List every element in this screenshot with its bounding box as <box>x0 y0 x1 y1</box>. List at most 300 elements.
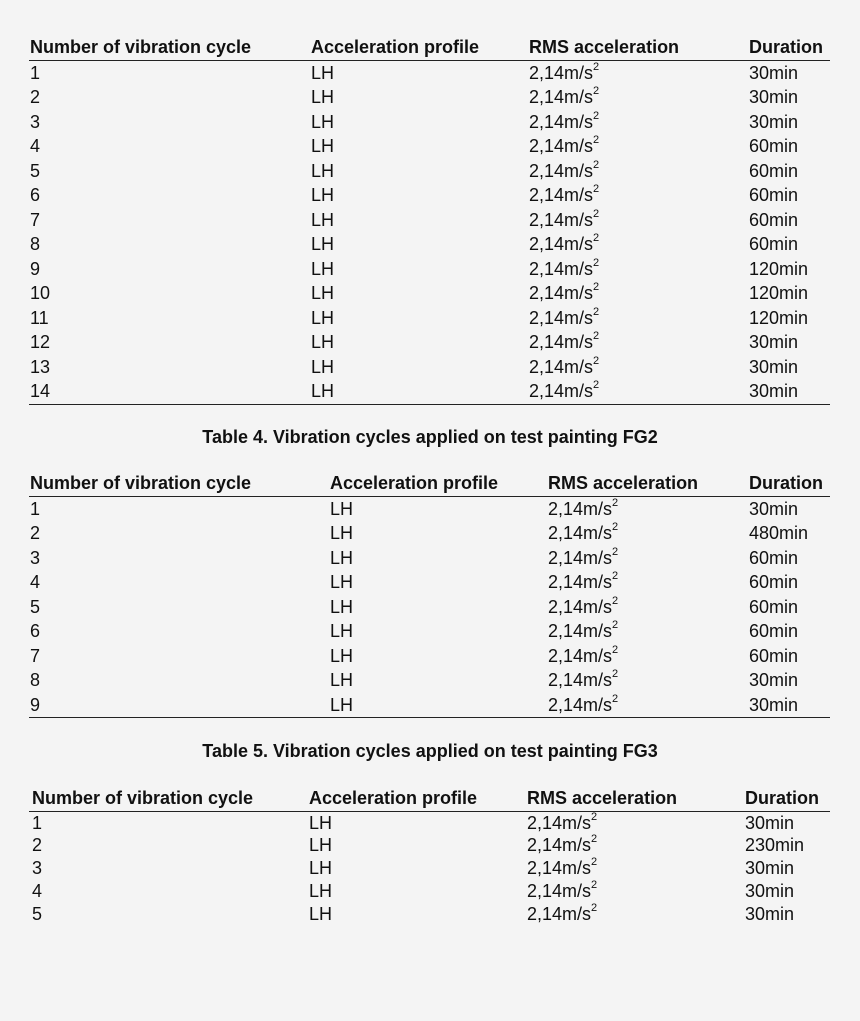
header-rms-acceleration: RMS acceleration <box>527 788 678 808</box>
cell-value: 230min <box>745 835 805 856</box>
cell-value: 30min <box>749 670 799 690</box>
header-rms-acceleration: RMS acceleration <box>529 37 680 57</box>
cell-value: 4 <box>32 880 43 901</box>
rms-acceleration-cell <box>529 232 599 257</box>
cell-value: LH <box>311 381 335 401</box>
cycle-number-cell <box>30 281 50 306</box>
acceleration-profile-cell <box>311 306 334 331</box>
cycle-number-cell <box>30 570 40 595</box>
rms-acceleration-cell <box>548 570 618 595</box>
duration-cell <box>749 232 798 257</box>
cycle-number-cell <box>30 619 40 644</box>
cycle-number-cell <box>30 85 40 110</box>
duration-cell <box>745 903 794 926</box>
cycle-number-cell <box>30 355 50 380</box>
cell-value: 120min <box>749 283 809 303</box>
cycle-number-cell <box>30 134 40 159</box>
cell-value: LH <box>330 694 354 715</box>
acceleration-profile-cell <box>330 521 353 546</box>
cell-value: 120min <box>749 307 809 328</box>
cycle-number-cell <box>32 880 42 903</box>
header-acceleration-profile: Acceleration profile <box>311 37 480 57</box>
cell-value: 2,14m/s <box>548 596 613 617</box>
cell-value: 2,14m/s <box>529 332 594 352</box>
cell-value: 2,14m/s <box>529 209 594 230</box>
duration-cell <box>749 61 798 86</box>
acceleration-profile-cell <box>311 330 334 355</box>
cell-value: 7 <box>30 645 41 666</box>
duration-cell <box>749 183 798 208</box>
cell-value: 120min <box>749 258 809 279</box>
unit-exponent: 2 <box>612 643 619 656</box>
duration-cell <box>749 208 798 233</box>
duration-cell <box>749 693 798 718</box>
duration-cell <box>745 812 794 835</box>
rms-acceleration-cell <box>529 61 599 86</box>
rms-acceleration-cell <box>527 834 597 857</box>
cell-value: 2,14m/s <box>529 136 594 156</box>
cell-value: 3 <box>32 858 43 879</box>
acceleration-profile-cell <box>311 85 334 110</box>
cell-value: LH <box>309 858 333 879</box>
cell-value: LH <box>311 332 335 352</box>
unit-exponent: 2 <box>593 256 600 269</box>
table-5-fg3-vibration-cycles <box>29 786 830 925</box>
cell-value: 12 <box>30 332 51 352</box>
acceleration-profile-cell <box>311 379 334 404</box>
duration-cell <box>749 546 798 571</box>
duration-cell <box>749 281 808 306</box>
cell-value: 6 <box>30 185 41 205</box>
cell-value: LH <box>311 258 335 279</box>
cell-value: 2,14m/s <box>548 670 613 690</box>
cycle-number-cell <box>30 497 40 522</box>
unit-exponent: 2 <box>593 281 600 293</box>
cell-value: 30min <box>749 356 799 377</box>
table-row <box>29 85 830 110</box>
cell-value: 7 <box>30 209 41 230</box>
duration-cell <box>749 570 798 595</box>
cycle-number-cell <box>32 857 42 880</box>
acceleration-profile-cell <box>311 110 334 135</box>
unit-exponent: 2 <box>593 232 600 244</box>
cell-value: 1 <box>30 498 41 519</box>
acceleration-profile-cell <box>330 546 353 571</box>
table-row <box>29 619 830 644</box>
table-row <box>29 668 830 693</box>
cell-value: 8 <box>30 670 41 690</box>
cell-value: 2,14m/s <box>527 903 592 924</box>
table-row <box>29 595 830 620</box>
cell-value: 2,14m/s <box>548 621 613 641</box>
cell-value: LH <box>311 62 335 83</box>
duration-cell <box>749 134 798 159</box>
rms-acceleration-cell <box>529 134 599 159</box>
duration-cell <box>749 379 798 404</box>
unit-exponent: 2 <box>593 305 600 318</box>
table-row <box>29 644 830 669</box>
table-row <box>29 355 830 380</box>
unit-exponent: 2 <box>591 810 598 823</box>
cell-value: 14 <box>30 381 51 401</box>
acceleration-profile-cell <box>309 857 332 880</box>
cell-value: 2,14m/s <box>548 547 613 568</box>
rms-acceleration-cell <box>548 693 618 718</box>
table-header-row <box>29 471 830 496</box>
cycle-number-cell <box>30 330 50 355</box>
rms-acceleration-cell <box>548 644 618 669</box>
table-row <box>29 880 830 903</box>
cycle-number-cell <box>30 693 40 718</box>
rms-acceleration-cell <box>548 497 618 522</box>
cell-value: LH <box>311 87 335 107</box>
cell-value: LH <box>309 835 333 856</box>
acceleration-profile-cell <box>309 812 332 835</box>
cell-value: 60min <box>749 621 799 641</box>
cell-value: LH <box>311 356 335 377</box>
cycle-number-cell <box>30 644 40 669</box>
rms-acceleration-cell <box>548 595 618 620</box>
cell-value: 60min <box>749 234 799 254</box>
cell-value: 2,14m/s <box>548 572 613 592</box>
cell-value: 30min <box>745 880 795 901</box>
table-row <box>29 110 830 135</box>
rms-acceleration-cell <box>548 619 618 644</box>
table-row <box>29 330 830 355</box>
unit-exponent: 2 <box>593 207 600 220</box>
unit-exponent: 2 <box>591 833 598 846</box>
cell-value: LH <box>311 160 335 181</box>
duration-cell <box>749 644 798 669</box>
rms-acceleration-cell <box>548 668 618 693</box>
cell-value: 30min <box>749 694 799 715</box>
table-row <box>29 379 830 404</box>
table-4-fg2-vibration-cycles <box>29 471 830 718</box>
cell-value: LH <box>330 547 354 568</box>
unit-exponent: 2 <box>593 330 600 342</box>
unit-exponent: 2 <box>612 521 619 533</box>
cycle-number-cell <box>30 595 40 620</box>
unit-exponent: 2 <box>612 619 619 631</box>
cell-value: 30min <box>749 111 799 132</box>
cell-value: LH <box>330 498 354 519</box>
cycle-number-cell <box>30 668 40 693</box>
table-bottom-rule <box>29 717 830 718</box>
rms-acceleration-cell <box>529 110 599 135</box>
cell-value: 30min <box>749 332 799 352</box>
cell-value: 60min <box>749 160 799 181</box>
table-header-row <box>29 35 830 60</box>
cycle-number-cell <box>30 257 40 282</box>
cell-value: LH <box>330 572 354 592</box>
cell-value: LH <box>330 621 354 641</box>
cycle-number-cell <box>32 903 42 926</box>
cell-value: 2,14m/s <box>529 160 594 181</box>
cell-value: 3 <box>30 111 41 132</box>
cell-value: LH <box>309 903 333 924</box>
table-4-caption: Table 4. Vibration cycles applied on test painting FG2 <box>202 427 658 447</box>
cell-value: 2,14m/s <box>548 498 613 519</box>
unit-exponent: 2 <box>593 109 600 122</box>
table-header-row <box>29 786 830 811</box>
acceleration-profile-cell <box>311 232 334 257</box>
cell-value: LH <box>309 812 333 833</box>
cell-value: LH <box>311 111 335 132</box>
unit-exponent: 2 <box>612 496 619 509</box>
unit-exponent: 2 <box>593 158 600 171</box>
cell-value: 30min <box>745 858 795 879</box>
duration-cell <box>749 595 798 620</box>
acceleration-profile-cell <box>330 619 353 644</box>
cell-value: 10 <box>30 283 51 303</box>
cell-value: 4 <box>30 136 41 156</box>
cell-value: 5 <box>30 596 41 617</box>
cell-value: 2,14m/s <box>529 258 594 279</box>
cell-value: 60min <box>749 572 799 592</box>
cycle-number-cell <box>30 546 40 571</box>
cell-value: 60min <box>749 596 799 617</box>
rms-acceleration-cell <box>548 521 618 546</box>
table-row <box>29 159 830 184</box>
acceleration-profile-cell <box>311 281 334 306</box>
rms-acceleration-cell <box>548 546 618 571</box>
unit-exponent: 2 <box>591 856 598 869</box>
table-row <box>29 281 830 306</box>
acceleration-profile-cell <box>330 497 353 522</box>
cell-value: 2,14m/s <box>548 694 613 715</box>
acceleration-profile-cell <box>311 61 334 86</box>
unit-exponent: 2 <box>612 668 619 680</box>
cell-value: 9 <box>30 258 41 279</box>
cell-value: 2 <box>32 835 43 856</box>
duration-cell <box>749 668 798 693</box>
unit-exponent: 2 <box>591 901 598 914</box>
acceleration-profile-cell <box>311 257 334 282</box>
unit-exponent: 2 <box>612 594 619 607</box>
cell-value: 480min <box>749 523 809 543</box>
table-row <box>29 497 830 522</box>
cell-value: 60min <box>749 547 799 568</box>
acceleration-profile-cell <box>309 903 332 926</box>
duration-cell <box>749 355 798 380</box>
header-duration: Duration <box>749 37 823 57</box>
cell-value: 2,14m/s <box>527 880 592 901</box>
rms-acceleration-cell <box>527 857 597 880</box>
table-bottom-rule <box>29 404 830 405</box>
cell-value: 11 <box>30 307 49 328</box>
table-row <box>29 183 830 208</box>
header-duration: Duration <box>749 473 823 493</box>
rms-acceleration-cell <box>529 379 599 404</box>
table-row <box>29 257 830 282</box>
cell-value: 30min <box>749 62 799 83</box>
cycle-number-cell <box>30 61 40 86</box>
duration-cell <box>745 857 794 880</box>
duration-cell <box>749 159 798 184</box>
duration-cell <box>745 834 804 857</box>
table-row <box>29 61 830 86</box>
cycle-number-cell <box>30 306 49 331</box>
cell-value: 2,14m/s <box>529 111 594 132</box>
cycle-number-cell <box>30 208 40 233</box>
header-acceleration-profile: Acceleration profile <box>309 788 478 808</box>
duration-cell <box>749 497 798 522</box>
cell-value: LH <box>330 523 354 543</box>
cell-value: 2,14m/s <box>529 283 594 303</box>
unit-exponent: 2 <box>612 692 619 705</box>
header-cycle-number: Number of vibration cycle <box>30 473 252 493</box>
cell-value: 30min <box>745 812 795 833</box>
acceleration-profile-cell <box>330 693 353 718</box>
rms-acceleration-cell <box>529 208 599 233</box>
acceleration-profile-cell <box>311 134 334 159</box>
cell-value: 30min <box>749 498 799 519</box>
table-row <box>29 232 830 257</box>
cell-value: 1 <box>30 62 41 83</box>
rms-acceleration-cell <box>529 183 599 208</box>
cell-value: 9 <box>30 694 41 715</box>
cell-value: 2,14m/s <box>529 234 594 254</box>
table-row <box>29 306 830 331</box>
unit-exponent: 2 <box>593 134 600 146</box>
table-row <box>29 857 830 880</box>
table-row <box>29 134 830 159</box>
cell-value: LH <box>311 234 335 254</box>
cell-value: LH <box>311 185 335 205</box>
cell-value: LH <box>309 880 333 901</box>
unit-exponent: 2 <box>593 60 600 73</box>
rms-acceleration-cell <box>529 159 599 184</box>
cell-value: 2,14m/s <box>529 356 594 377</box>
cell-value: 3 <box>30 547 41 568</box>
unit-exponent: 2 <box>593 354 600 367</box>
cell-value: LH <box>330 596 354 617</box>
unit-exponent: 2 <box>612 570 619 582</box>
duration-cell <box>749 330 798 355</box>
cycle-number-cell <box>30 379 50 404</box>
cell-value: LH <box>311 307 335 328</box>
unit-exponent: 2 <box>593 183 600 195</box>
acceleration-profile-cell <box>330 570 353 595</box>
cell-value: 2,14m/s <box>527 812 592 833</box>
cell-value: 2,14m/s <box>529 381 594 401</box>
cell-value: 5 <box>30 160 41 181</box>
cell-value: 6 <box>30 621 41 641</box>
cell-value: 2 <box>30 87 41 107</box>
cycle-number-cell <box>32 812 42 835</box>
cell-value: 2,14m/s <box>527 835 592 856</box>
cell-value: 30min <box>749 381 799 401</box>
cell-value: 2,14m/s <box>548 523 613 543</box>
cell-value: 30min <box>745 903 795 924</box>
cell-value: LH <box>330 645 354 666</box>
cell-value: 13 <box>30 356 51 377</box>
unit-exponent: 2 <box>612 545 619 558</box>
cell-value: 2 <box>30 523 41 543</box>
table-row <box>29 834 830 857</box>
rms-acceleration-cell <box>529 85 599 110</box>
acceleration-profile-cell <box>309 834 332 857</box>
cell-value: 30min <box>749 87 799 107</box>
cell-value: 5 <box>32 903 43 924</box>
rms-acceleration-cell <box>527 812 597 835</box>
table-row <box>29 208 830 233</box>
duration-cell <box>749 110 798 135</box>
cycle-number-cell <box>30 521 40 546</box>
cell-value: LH <box>330 670 354 690</box>
table-row <box>29 693 830 718</box>
cycle-number-cell <box>30 183 40 208</box>
table-5-caption: Table 5. Vibration cycles applied on test painting FG3 <box>202 741 658 761</box>
cell-value: 2,14m/s <box>527 858 592 879</box>
cell-value: 60min <box>749 136 799 156</box>
acceleration-profile-cell <box>311 208 334 233</box>
acceleration-profile-cell <box>330 668 353 693</box>
acceleration-profile-cell <box>309 880 332 903</box>
cell-value: 4 <box>30 572 41 592</box>
cell-value: 1 <box>32 812 43 833</box>
duration-cell <box>749 619 798 644</box>
rms-acceleration-cell <box>529 281 599 306</box>
acceleration-profile-cell <box>330 644 353 669</box>
cell-value: 2,14m/s <box>529 185 594 205</box>
cell-value: LH <box>311 136 335 156</box>
duration-cell <box>749 257 808 282</box>
cell-value: 60min <box>749 645 799 666</box>
duration-cell <box>749 85 798 110</box>
rms-acceleration-cell <box>529 306 599 331</box>
duration-cell <box>745 880 794 903</box>
table-row <box>29 570 830 595</box>
cell-value: LH <box>311 209 335 230</box>
table-row <box>29 903 830 926</box>
cell-value: 2,14m/s <box>529 87 594 107</box>
cell-value: LH <box>311 283 335 303</box>
table-row <box>29 546 830 571</box>
cell-value: 8 <box>30 234 41 254</box>
table-row <box>29 521 830 546</box>
cycle-number-cell <box>30 159 40 184</box>
rms-acceleration-cell <box>529 257 599 282</box>
unit-exponent: 2 <box>593 85 600 97</box>
rms-acceleration-cell <box>527 880 597 903</box>
table-row <box>29 812 830 835</box>
duration-cell <box>749 306 808 331</box>
unit-exponent: 2 <box>591 878 598 891</box>
header-duration: Duration <box>745 788 819 808</box>
header-rms-acceleration: RMS acceleration <box>548 473 699 493</box>
acceleration-profile-cell <box>311 355 334 380</box>
header-cycle-number: Number of vibration cycle <box>30 37 252 57</box>
acceleration-profile-cell <box>311 159 334 184</box>
header-acceleration-profile: Acceleration profile <box>330 473 499 493</box>
cell-value: 2,14m/s <box>529 307 594 328</box>
rms-acceleration-cell <box>529 355 599 380</box>
cell-value: 60min <box>749 209 799 230</box>
cell-value: 2,14m/s <box>548 645 613 666</box>
cycle-number-cell <box>32 834 42 857</box>
unit-exponent: 2 <box>593 379 600 391</box>
duration-cell <box>749 521 808 546</box>
header-cycle-number: Number of vibration cycle <box>32 788 254 808</box>
cell-value: 60min <box>749 185 799 205</box>
cycle-number-cell <box>30 110 40 135</box>
acceleration-profile-cell <box>330 595 353 620</box>
rms-acceleration-cell <box>529 330 599 355</box>
acceleration-profile-cell <box>311 183 334 208</box>
cell-value: 2,14m/s <box>529 62 594 83</box>
cycle-number-cell <box>30 232 40 257</box>
